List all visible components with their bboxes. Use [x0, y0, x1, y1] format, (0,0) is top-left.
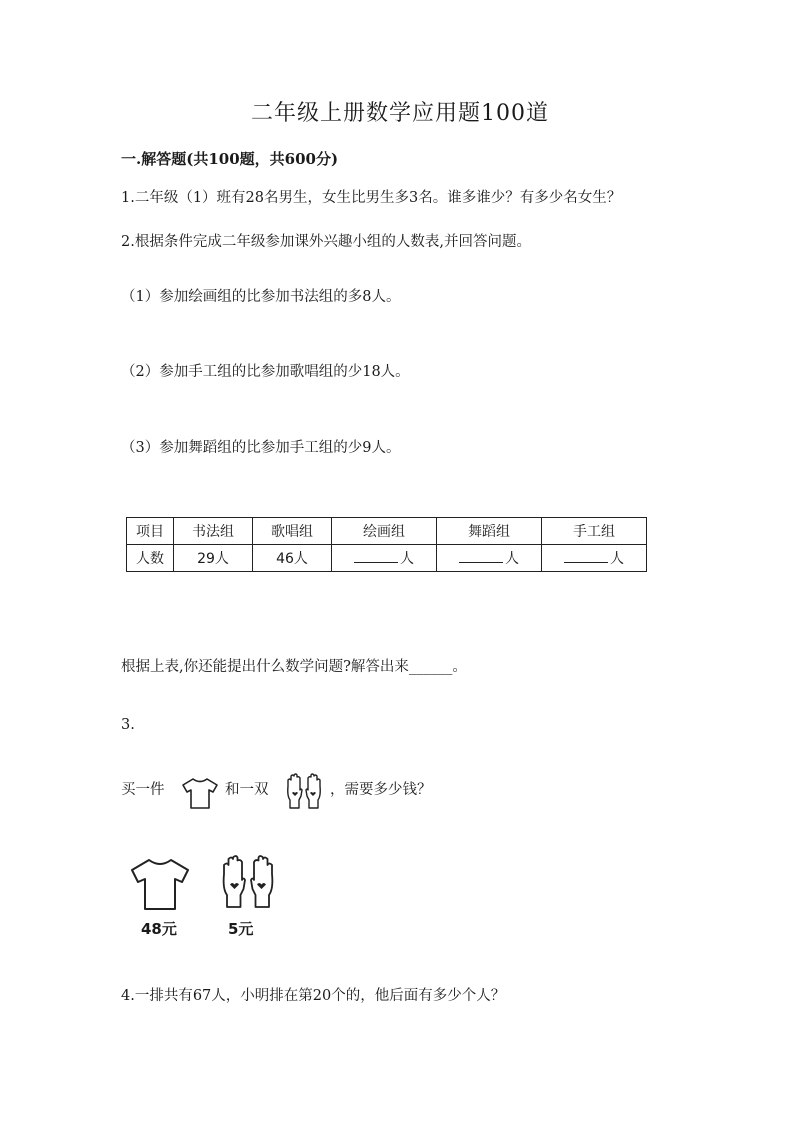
table-header-cell: 绘画组 — [332, 518, 437, 545]
question-3-text-part3: ，需要多少钱？ — [330, 782, 432, 798]
table-cell-blank — [542, 545, 647, 572]
interest-group-table — [126, 517, 647, 572]
table-header-cell: 书法组 — [174, 518, 253, 545]
table-header-row — [127, 518, 647, 545]
table-cell: 29人 — [174, 545, 253, 572]
question-3-number: 3. — [121, 717, 135, 733]
table-header-cell: 项目 — [127, 518, 174, 545]
unit-label: 人 — [400, 551, 414, 567]
unit-label: 人 — [505, 551, 519, 567]
question-2: 2.根据条件完成二年级参加课外兴趣小组的人数表,并回答问题。 — [121, 234, 531, 250]
question-2-condition-2: （2）参加手工组的比参加歌唱组的少18人。 — [121, 364, 410, 380]
question-2-condition-3: （3）参加舞蹈组的比参加手工组的少9人。 — [121, 440, 401, 456]
unit-label: 人 — [610, 551, 624, 567]
t-shirt-icon — [180, 776, 220, 810]
table-header-cell: 舞蹈组 — [437, 518, 542, 545]
page-title: 二年级上册数学应用题100道 — [251, 101, 549, 126]
t-shirt-icon — [128, 856, 192, 912]
table-header-cell: 歌唱组 — [253, 518, 332, 545]
gloves-icon — [216, 853, 280, 913]
gloves-icon — [284, 772, 324, 812]
gloves-price: 5元 — [228, 920, 254, 938]
table-row-label: 人数 — [127, 545, 174, 572]
answer-blank — [354, 550, 398, 563]
question-1: 1.二年级（1）班有28名男生，女生比男生多3名。谁多谁少？有多少名女生？ — [121, 190, 622, 206]
shirt-price: 48元 — [141, 920, 177, 938]
answer-blank — [459, 550, 503, 563]
question-3-text-part1: 买一件 — [121, 782, 165, 798]
table-header-cell: 手工组 — [542, 518, 647, 545]
table-row — [127, 545, 647, 572]
question-2-condition-1: （1）参加绘画组的比参加书法组的多8人。 — [121, 289, 401, 305]
question-2-followup: 根据上表,你还能提出什么数学问题?解答出来______。 — [121, 659, 467, 675]
section-heading: 一.解答题(共100题，共600分) — [121, 150, 339, 168]
answer-blank — [564, 550, 608, 563]
table-cell: 46人 — [253, 545, 332, 572]
table-cell-blank — [332, 545, 437, 572]
table-cell-blank — [437, 545, 542, 572]
question-4: 4.一排共有67人，小明排在第20个的，他后面有多少个人？ — [121, 988, 506, 1004]
question-3-text-part2: 和一双 — [225, 782, 269, 798]
